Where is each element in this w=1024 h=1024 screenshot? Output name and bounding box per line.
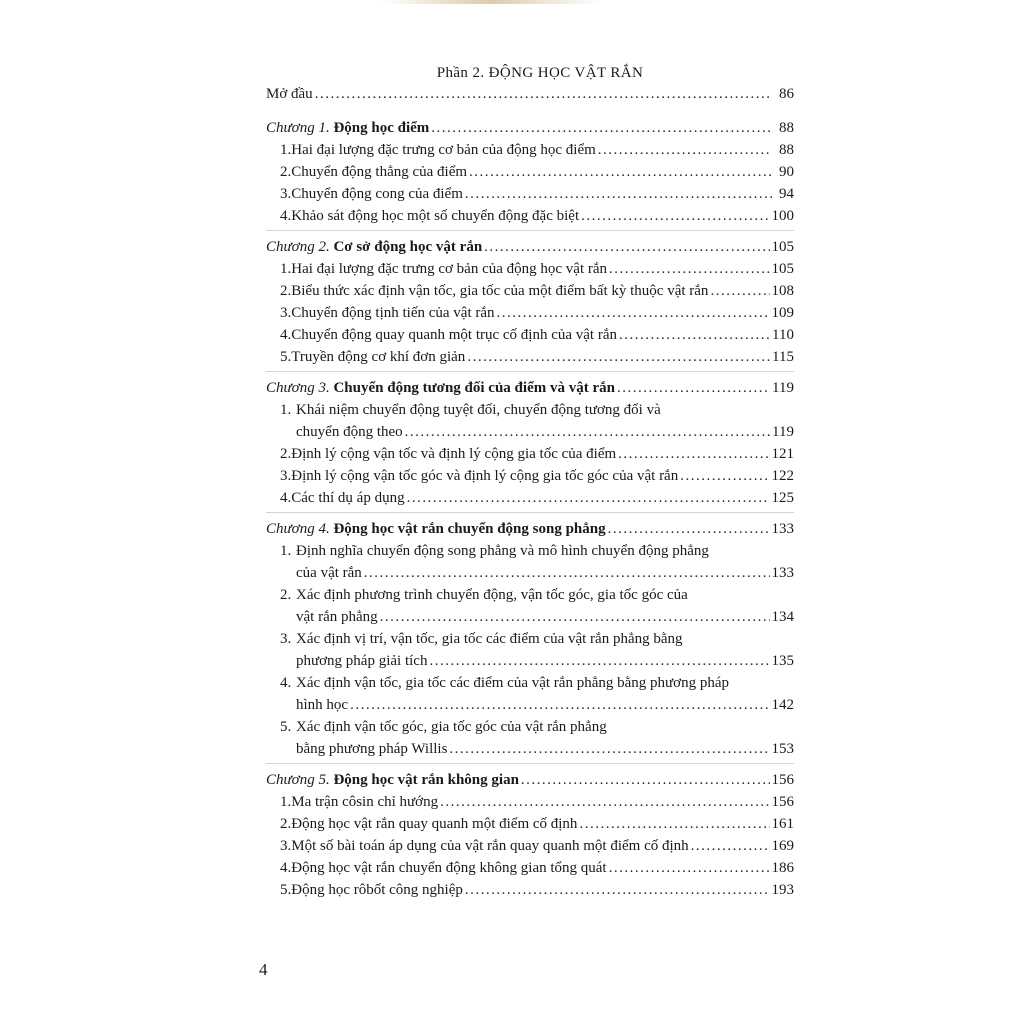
dot-leader <box>440 792 769 813</box>
toc-entry[interactable] <box>266 325 794 347</box>
chapter-heading <box>266 770 519 791</box>
entry-title: Khảo sát động học một số chuyển động đặc biệt <box>291 208 580 224</box>
entry-number: 3. <box>280 838 292 854</box>
entry-page: 193 <box>771 882 794 898</box>
chapter-title: Cơ sở động học vật rắn <box>333 239 483 255</box>
chapter-page: 105 <box>771 239 794 255</box>
dot-leader <box>407 488 770 509</box>
entry-title-line: Xác định phương trình chuyển động, vận tốc góc, gia tốc góc của <box>296 587 688 603</box>
chapter-1 <box>266 112 794 228</box>
toc-entry[interactable] <box>266 259 794 281</box>
toc-entry-continuation[interactable] <box>266 695 794 717</box>
entry-page: 142 <box>771 697 794 713</box>
entry-title: Động học vật rắn quay quanh một điểm cố định <box>291 816 578 832</box>
dot-leader <box>350 695 769 716</box>
entry-number: 2. <box>280 816 292 832</box>
dot-leader <box>315 84 772 105</box>
entry-number: 1. <box>280 543 292 559</box>
chapter-heading-entry[interactable] <box>266 118 794 140</box>
toc-entry-continuation[interactable] <box>266 739 794 761</box>
entry-page: 125 <box>771 490 794 506</box>
entry-title: vật rắn phẳng <box>296 609 378 625</box>
toc-entry-continuation[interactable] <box>266 607 794 629</box>
toc-entry[interactable] <box>266 281 794 303</box>
entry-title: Chuyển động cong của điểm <box>291 186 463 202</box>
entry-title: Định lý cộng vận tốc góc và định lý cộng gia tốc góc của vật rắn <box>291 468 679 484</box>
chapter-label: Chương 4. <box>266 521 330 537</box>
entry-page: 100 <box>771 208 794 224</box>
entry-title-line: Khái niệm chuyển động tuyệt đối, chuyển động tương đối và <box>296 402 661 418</box>
chapter-2 <box>266 230 794 369</box>
intro-page: 86 <box>779 86 794 102</box>
page-number: 4 <box>259 960 268 979</box>
entry-title: Hai đại lượng đặc trưng cơ bản của động học vật rắn <box>291 261 608 277</box>
dot-leader <box>449 739 769 760</box>
dot-leader <box>609 259 769 280</box>
entry-number: 3. <box>280 468 292 484</box>
entry-page: 90 <box>779 164 794 180</box>
toc-entry[interactable] <box>266 792 794 814</box>
dot-leader <box>380 607 770 628</box>
entry-title: Biểu thức xác định vận tốc, gia tốc của một điểm bất kỳ thuộc vật rắn <box>291 283 709 299</box>
dot-leader <box>619 325 770 346</box>
entry-title: Truyền động cơ khí đơn giản <box>291 349 466 365</box>
entry-number: 1. <box>280 261 292 277</box>
entry-title: Chuyển động tịnh tiến của vật rắn <box>291 305 495 321</box>
part-title <box>266 62 794 84</box>
entry-number: 3. <box>280 186 292 202</box>
dot-leader <box>364 563 770 584</box>
dot-leader <box>405 422 770 443</box>
dot-leader <box>618 444 769 465</box>
entry-number: 4. <box>280 675 292 691</box>
dot-leader <box>617 378 770 399</box>
entry-number: 4. <box>280 327 292 343</box>
top-edge-mark <box>380 0 600 4</box>
entry-title: Động học vật rắn chuyển động không gian tổng quát <box>291 860 607 876</box>
chapter-label: Chương 1. <box>266 120 330 136</box>
dot-leader <box>598 140 772 161</box>
entry-page: 169 <box>771 838 794 854</box>
entry-title: hình học <box>296 697 349 713</box>
chapter-title: Động học điểm <box>333 120 430 136</box>
dot-leader <box>431 118 772 139</box>
toc-entry[interactable] <box>266 858 794 880</box>
chapter-5 <box>266 763 794 902</box>
chapter-title: Chuyển động tương đối của điểm và vật rắn <box>333 380 615 396</box>
chapter-title: Động học vật rắn chuyển động song phẳng <box>333 521 606 537</box>
chapter-heading <box>266 237 482 258</box>
entry-page: 109 <box>771 305 794 321</box>
dot-leader <box>579 814 769 835</box>
entry-title-line: Xác định vị trí, vận tốc, gia tốc các điểm của vật rắn phẳng bằng <box>296 631 683 647</box>
entry-page: 186 <box>771 860 794 876</box>
dot-leader <box>465 184 772 205</box>
entry-title: Động học rôbốt công nghiệp <box>291 882 463 898</box>
entry-title-line: Định nghĩa chuyển động song phẳng và mô hình chuyển động phẳng <box>296 543 709 559</box>
entry-page: 133 <box>771 565 794 581</box>
toc-entry[interactable] <box>266 488 794 510</box>
entry-page: 110 <box>772 327 794 343</box>
toc-entry-first-line[interactable] <box>266 629 794 651</box>
entry-title: Các thí dụ áp dụng <box>291 490 405 506</box>
toc-entry[interactable] <box>266 140 794 162</box>
chapter-heading-entry[interactable] <box>266 770 794 792</box>
entry-number: 1. <box>280 794 292 810</box>
entry-number: 2. <box>280 587 292 603</box>
toc-entry[interactable] <box>266 162 794 184</box>
toc-entry-first-line[interactable] <box>266 585 794 607</box>
toc-entry-first-line[interactable] <box>266 673 794 695</box>
toc-entry-continuation[interactable] <box>266 422 794 444</box>
dot-leader <box>710 281 769 302</box>
chapter-label: Chương 3. <box>266 380 330 396</box>
entry-page: 105 <box>771 261 794 277</box>
dot-leader <box>680 466 769 487</box>
entry-page: 161 <box>771 816 794 832</box>
entry-title: Một số bài toán áp dụng của vật rắn quay quanh một điểm cố định <box>291 838 689 854</box>
toc-entry[interactable] <box>266 184 794 206</box>
entry-page: 134 <box>771 609 794 625</box>
entry-page: 119 <box>772 424 794 440</box>
entry-title: Chuyển động thẳng của điểm <box>291 164 468 180</box>
entry-number: 4. <box>280 490 292 506</box>
toc-entry-first-line[interactable] <box>266 717 794 739</box>
toc-entry[interactable] <box>266 444 794 466</box>
entry-number: 3. <box>280 305 292 321</box>
entry-number: 5. <box>280 882 292 898</box>
toc-entry-first-line[interactable] <box>266 541 794 563</box>
entry-page: 122 <box>771 468 794 484</box>
chapter-heading <box>266 378 615 399</box>
dot-leader <box>465 880 770 901</box>
toc-entry-continuation[interactable] <box>266 651 794 673</box>
dot-leader <box>429 651 769 672</box>
dot-leader <box>581 206 769 227</box>
dot-leader <box>497 303 770 324</box>
dot-leader <box>608 519 770 540</box>
chapter-heading-entry[interactable] <box>266 378 794 400</box>
entry-number: 2. <box>280 164 292 180</box>
entry-title: bằng phương pháp Willis <box>296 741 448 757</box>
chapter-4 <box>266 512 794 761</box>
chapter-page: 156 <box>771 772 794 788</box>
chapter-heading-entry[interactable] <box>266 519 794 541</box>
entry-title: của vật rắn <box>296 565 362 581</box>
chapter-heading-entry[interactable] <box>266 237 794 259</box>
toc-entry[interactable] <box>266 814 794 836</box>
chapter-3 <box>266 371 794 510</box>
toc-entry[interactable] <box>266 303 794 325</box>
entry-number: 1. <box>280 142 292 158</box>
toc-entry[interactable] <box>266 836 794 858</box>
entry-number: 2. <box>280 446 292 462</box>
entry-page: 135 <box>771 653 794 669</box>
dot-leader <box>521 770 770 791</box>
intro-title: Mở đầu <box>266 86 313 102</box>
entry-number: 5. <box>280 719 292 735</box>
chapter-heading <box>266 118 429 139</box>
entry-page: 115 <box>772 349 794 365</box>
chapter-label: Chương 2. <box>266 239 330 255</box>
toc-entry[interactable] <box>266 880 794 902</box>
entry-page: 153 <box>771 741 794 757</box>
dot-leader <box>484 237 769 258</box>
chapter-page: 88 <box>779 120 794 136</box>
entry-number: 2. <box>280 283 292 299</box>
toc-entry-continuation[interactable] <box>266 563 794 585</box>
chapter-list <box>266 112 794 902</box>
toc-intro-entry[interactable] <box>266 84 794 106</box>
table-of-contents <box>266 62 794 902</box>
entry-page: 94 <box>779 186 794 202</box>
dot-leader <box>609 858 770 879</box>
entry-title: Hai đại lượng đặc trưng cơ bản của động học điểm <box>291 142 596 158</box>
dot-leader <box>469 162 772 183</box>
entry-page: 108 <box>771 283 794 299</box>
part-heading: ĐỘNG HỌC VẬT RẮN <box>488 65 644 81</box>
chapter-page: 133 <box>771 521 794 537</box>
dot-leader <box>691 836 770 857</box>
toc-entry[interactable] <box>266 347 794 369</box>
chapter-label: Chương 5. <box>266 772 330 788</box>
chapter-page: 119 <box>772 380 794 396</box>
part-label: Phần 2. <box>436 65 485 81</box>
entry-number: 4. <box>280 860 292 876</box>
entry-title: Ma trận côsin chỉ hướng <box>291 794 439 810</box>
chapter-heading <box>266 519 606 540</box>
chapter-title: Động học vật rắn không gian <box>333 772 519 788</box>
toc-entry[interactable] <box>266 466 794 488</box>
entry-page: 88 <box>779 142 794 158</box>
entry-title: Chuyển động quay quanh một trục cố định của vật rắn <box>291 327 618 343</box>
toc-entry[interactable] <box>266 206 794 228</box>
entry-number: 5. <box>280 349 292 365</box>
entry-number: 4. <box>280 208 292 224</box>
entry-page: 156 <box>771 794 794 810</box>
entry-title-line: Xác định vận tốc, gia tốc các điểm của vật rắn phẳng bằng phương pháp <box>296 675 729 691</box>
entry-title: Định lý cộng vận tốc và định lý cộng gia tốc của điểm <box>291 446 617 462</box>
entry-title: chuyển động theo <box>296 424 403 440</box>
dot-leader <box>467 347 770 368</box>
toc-entry-first-line[interactable] <box>266 400 794 422</box>
entry-title: phương pháp giải tích <box>296 653 428 669</box>
entry-number: 3. <box>280 631 292 647</box>
entry-number: 1. <box>280 402 292 418</box>
entry-title-line: Xác định vận tốc góc, gia tốc góc của vật rắn phẳng <box>296 719 607 735</box>
entry-page: 121 <box>771 446 794 462</box>
